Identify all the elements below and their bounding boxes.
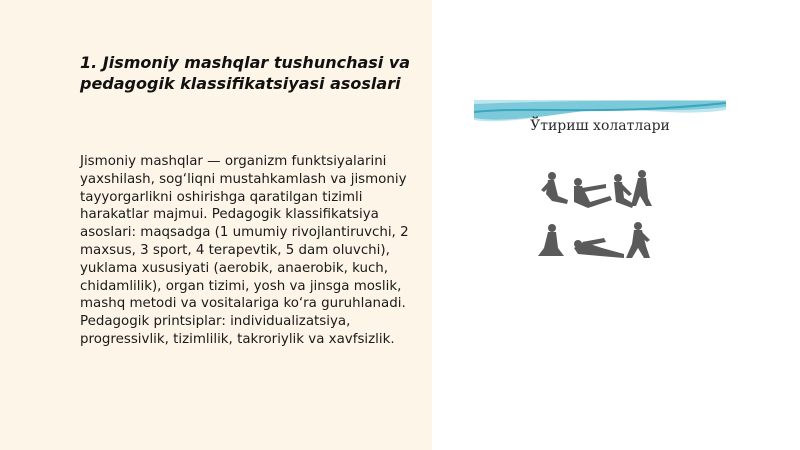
exercise-figure-3 bbox=[614, 174, 634, 208]
sitting-positions-illustration bbox=[474, 98, 726, 268]
slide-body-text: Jismoniy mashqlar — organizm funktsiyalarini yaxshilash, sog‘liqni mustahkamlash va jismoniy tayyorgarlikni oshirishga qaratilgan tizimli harakatlar majmui. Pedagogik klassifikatsiya asoslari: maqsadga (1 umumiy rivojlantiruvchi, 2 maxsus, 3 sport, 4 terapevtik, 5 dam oluvchi), yuklama xususiyati (aerobik, anaerobik, kuch, chidamlilik), organ tizimi, yosh va jinsga moslik, mashq metodi va vositalariga ko‘ra guruhlanadi. Pedagogik printsiplar: individualizatsiya, progressivlik, tizimlilik, takroriylik va xavfsizlik. bbox=[80, 154, 409, 347]
exercise-figure-2 bbox=[574, 178, 612, 208]
illustration-caption: Ўтириш холатлари bbox=[530, 118, 670, 134]
exercise-figure-1 bbox=[541, 172, 568, 204]
exercise-figure-7 bbox=[626, 222, 650, 258]
slide-title: 1. Jismoniy mashqlar tushunchasi va pedagogik klassifikatsiyasi asoslari bbox=[80, 53, 411, 93]
exercise-figure-6 bbox=[574, 238, 624, 258]
exercise-figure-4 bbox=[631, 170, 652, 206]
exercise-figure-5 bbox=[538, 224, 564, 256]
